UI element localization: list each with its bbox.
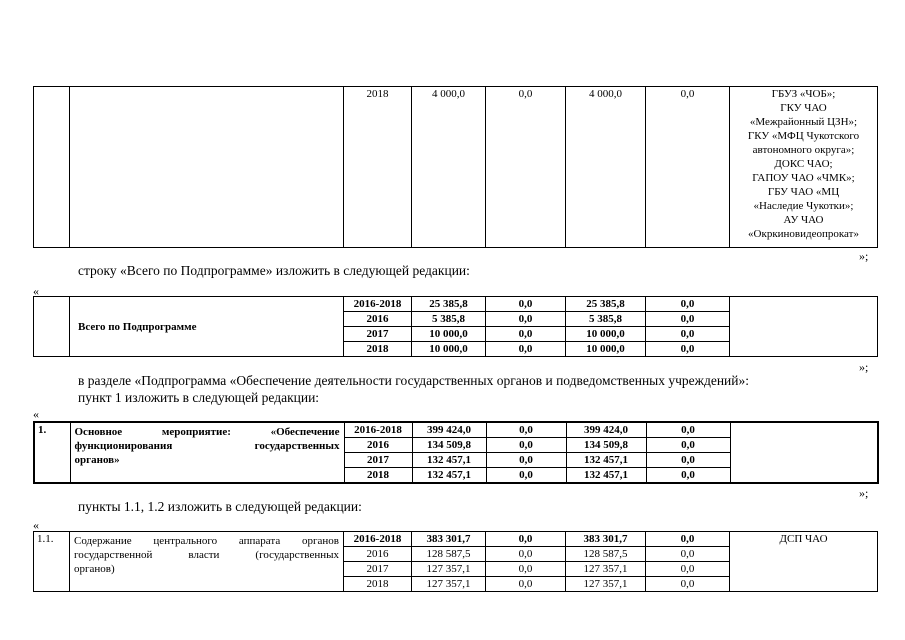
executor-line: «Межрайонный ЦЗН»; [749, 116, 858, 128]
value-total-cell: 383 301,7 [412, 532, 486, 547]
value-other-cell: 0,0 [646, 468, 730, 484]
year-cell: 2016-2018 [344, 422, 412, 438]
value-total-cell: 132 457,1 [412, 468, 486, 484]
value-other-cell: 0,0 [646, 438, 730, 453]
table-row [34, 87, 878, 248]
num-cell [34, 297, 70, 357]
value-total-cell: 399 424,0 [412, 422, 486, 438]
value-regional-cell: 10 000,0 [566, 327, 646, 342]
instruction-paragraph: пункт 1 изложить в следующей редакции: [78, 390, 320, 405]
value-total-cell: 25 385,8 [412, 297, 486, 312]
num-cell: 1. [34, 422, 70, 483]
row-label-cell [70, 532, 344, 592]
executor-line: АУ ЧАО [783, 214, 824, 226]
value-federal-cell: 0,0 [486, 297, 566, 312]
value-federal-cell: 0,0 [486, 438, 566, 453]
value-other-cell: 0,0 [646, 547, 730, 562]
value-federal-cell: 0,0 [486, 87, 566, 248]
value-total-cell: 10 000,0 [412, 342, 486, 357]
executor-line: «Наследие Чукотки»; [753, 200, 854, 212]
value-other-cell: 0,0 [646, 312, 730, 327]
year-cell: 2018 [344, 87, 412, 248]
value-federal-cell: 0,0 [486, 532, 566, 547]
table-row [34, 297, 878, 312]
value-total-cell: 134 509,8 [412, 438, 486, 453]
year-cell: 2016 [344, 438, 412, 453]
value-other-cell: 0,0 [646, 422, 730, 438]
table-row [34, 532, 878, 547]
value-federal-cell: 0,0 [486, 453, 566, 468]
value-total-cell: 4 000,0 [412, 87, 486, 248]
value-other-cell: 0,0 [646, 342, 730, 357]
instruction-paragraph: в разделе «Подпрограмма «Обеспечение деятельности государственных органов и подведомственных учреждений»: [78, 373, 750, 388]
value-other-cell: 0,0 [646, 87, 730, 248]
value-regional-cell: 383 301,7 [566, 532, 646, 547]
value-total-cell: 10 000,0 [412, 327, 486, 342]
executor-line: ГКУ «МФЦ Чукотского [747, 130, 860, 142]
value-regional-cell: 134 509,8 [566, 438, 646, 453]
num-cell [34, 87, 70, 248]
value-regional-cell: 25 385,8 [566, 297, 646, 312]
table-subprogram-total [33, 296, 878, 357]
closing-quote: »; [859, 249, 869, 263]
value-other-cell: 0,0 [646, 453, 730, 468]
opening-quote: « [33, 407, 39, 421]
value-other-cell: 0,0 [646, 297, 730, 312]
table-executors-fragment [33, 86, 878, 248]
value-regional-cell: 127 357,1 [566, 577, 646, 592]
executors-cell: ДСП ЧАО [730, 532, 878, 592]
year-cell: 2018 [344, 577, 412, 592]
year-cell: 2018 [344, 468, 412, 484]
executor-line: ГБУ ЧАО «МЦ [767, 186, 840, 198]
value-other-cell: 0,0 [646, 532, 730, 547]
executors-cell [730, 297, 878, 357]
table-row [34, 422, 878, 438]
value-other-cell: 0,0 [646, 577, 730, 592]
value-federal-cell: 0,0 [486, 327, 566, 342]
value-regional-cell: 399 424,0 [566, 422, 646, 438]
value-federal-cell: 0,0 [486, 562, 566, 577]
value-other-cell: 0,0 [646, 562, 730, 577]
label-cell [70, 87, 344, 248]
table-main-activity [33, 421, 879, 484]
label-line: государственной власти (государственных [74, 549, 339, 561]
year-cell: 2016-2018 [344, 532, 412, 547]
value-total-cell: 5 385,8 [412, 312, 486, 327]
value-federal-cell: 0,0 [486, 468, 566, 484]
value-regional-cell: 10 000,0 [566, 342, 646, 357]
value-total-cell: 127 357,1 [412, 562, 486, 577]
label-line: органов) [74, 563, 115, 575]
year-cell: 2016 [344, 312, 412, 327]
label-line: Основное мероприятие: «Обеспечение [74, 426, 340, 438]
row-label-cell: Всего по Подпрограмме [70, 297, 344, 357]
opening-quote: « [33, 284, 39, 298]
row-label-cell [70, 422, 344, 483]
table-central-apparatus [33, 531, 878, 592]
value-regional-cell: 5 385,8 [566, 312, 646, 327]
executor-line: ГБУЗ «ЧОБ»; [771, 88, 836, 100]
executor-line: автономного округа»; [752, 144, 855, 156]
year-cell: 2017 [344, 453, 412, 468]
value-total-cell: 128 587,5 [412, 547, 486, 562]
value-federal-cell: 0,0 [486, 342, 566, 357]
year-cell: 2018 [344, 342, 412, 357]
value-total-cell: 127 357,1 [412, 577, 486, 592]
label-line: органов» [74, 454, 120, 466]
executor-line: ДОКС ЧАО; [774, 158, 833, 170]
year-cell: 2016-2018 [344, 297, 412, 312]
value-regional-cell: 4 000,0 [566, 87, 646, 248]
value-federal-cell: 0,0 [486, 312, 566, 327]
executor-line: ГКУ ЧАО [780, 102, 827, 114]
value-regional-cell: 132 457,1 [566, 468, 646, 484]
executor-line: «Окркиновидеопрокат» [748, 228, 859, 240]
year-cell: 2016 [344, 547, 412, 562]
year-cell: 2017 [344, 562, 412, 577]
instruction-paragraph: строку «Всего по Подпрограмме» изложить в следующей редакции: [78, 263, 470, 278]
value-regional-cell: 132 457,1 [566, 453, 646, 468]
value-federal-cell: 0,0 [486, 577, 566, 592]
num-cell: 1.1. [34, 532, 70, 592]
value-federal-cell: 0,0 [486, 547, 566, 562]
value-total-cell: 132 457,1 [412, 453, 486, 468]
value-regional-cell: 127 357,1 [566, 562, 646, 577]
closing-quote: »; [859, 486, 869, 500]
executors-cell [730, 87, 878, 248]
value-other-cell: 0,0 [646, 327, 730, 342]
value-regional-cell: 128 587,5 [566, 547, 646, 562]
value-federal-cell: 0,0 [486, 422, 566, 438]
label-line: Содержание центрального аппарата органов [74, 535, 339, 547]
label-line: функционирования государственных [74, 440, 340, 452]
executor-line: ГАПОУ ЧАО «ЧМК»; [752, 172, 855, 184]
year-cell: 2017 [344, 327, 412, 342]
instruction-paragraph: пункты 1.1, 1.2 изложить в следующей редакции: [78, 499, 362, 514]
executors-cell [730, 422, 878, 483]
closing-quote: »; [859, 360, 869, 374]
opening-quote: « [33, 518, 39, 532]
